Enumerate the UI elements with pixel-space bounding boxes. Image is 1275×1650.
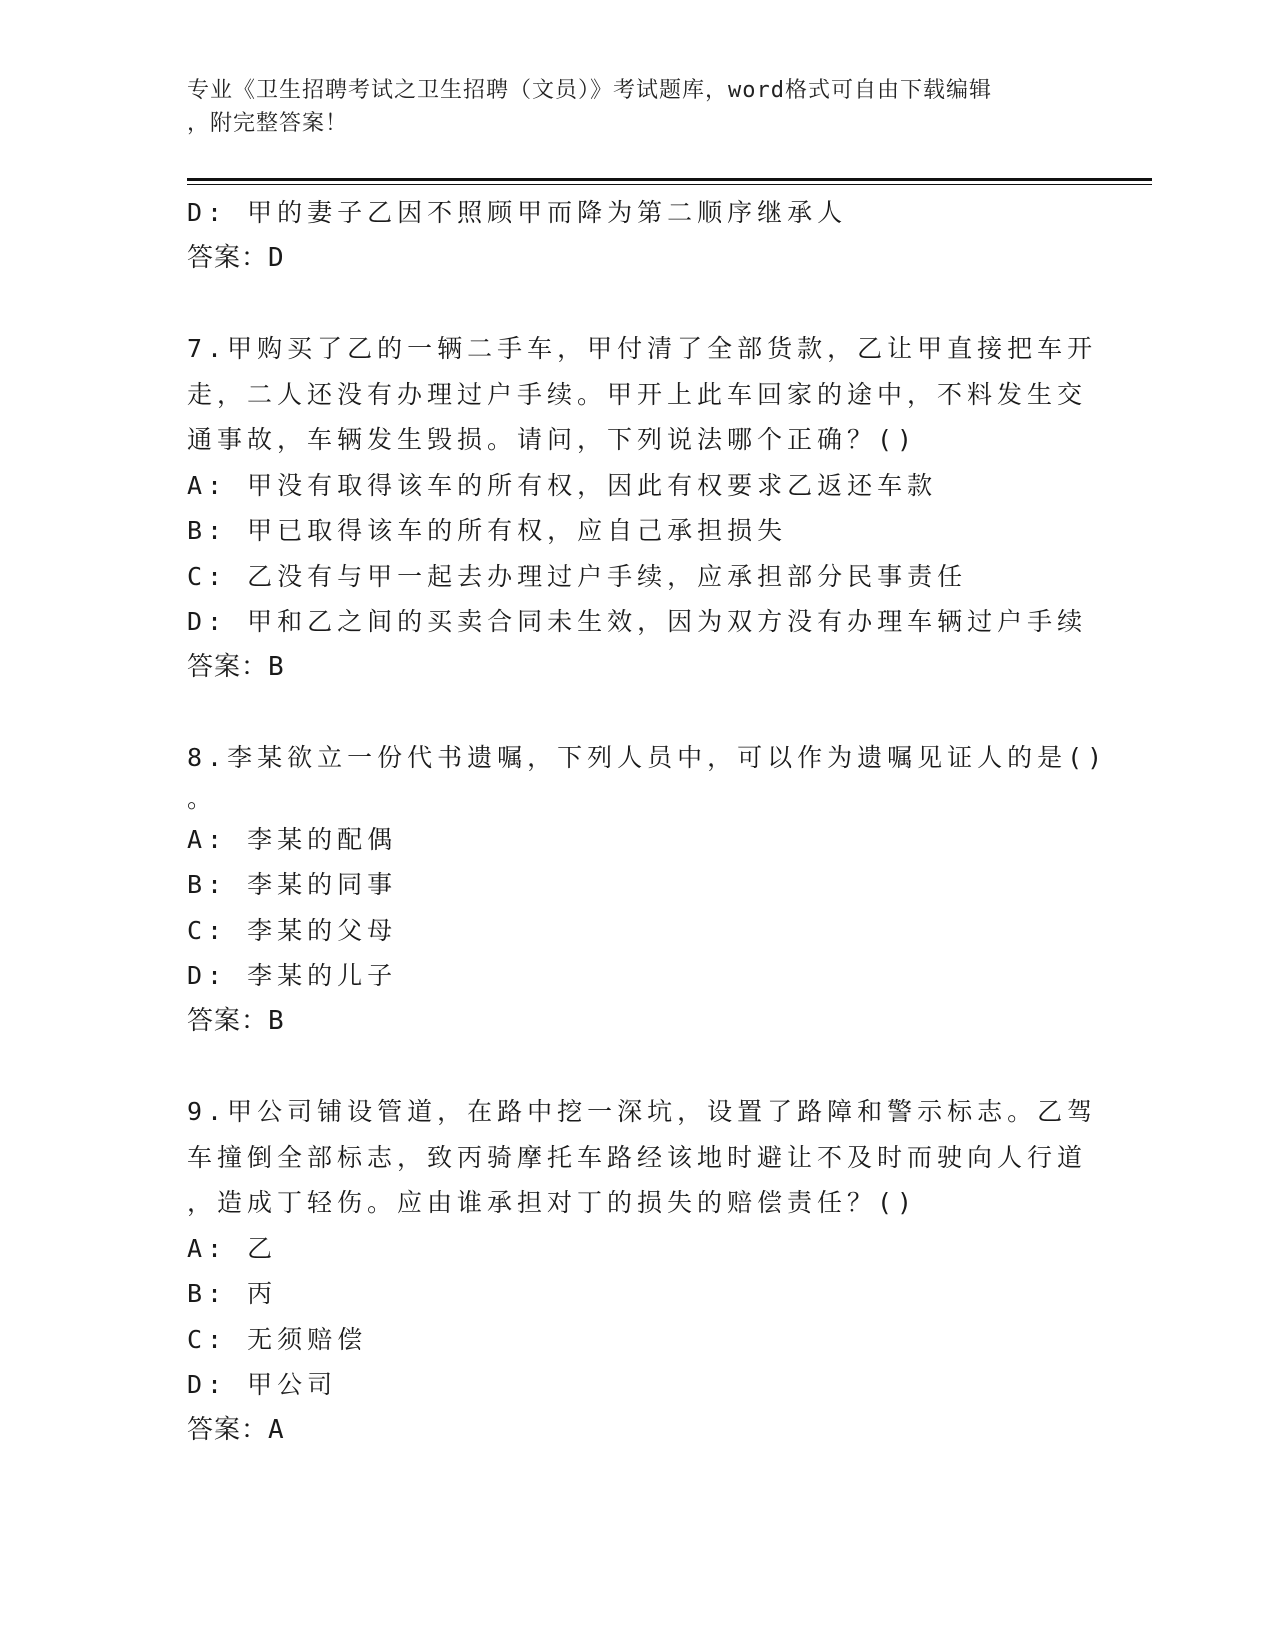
question-text-line: 7.甲购买了乙的一辆二手车，甲付清了全部货款，乙让甲直接把车开 <box>187 334 1098 363</box>
spacer <box>187 281 1067 326</box>
header-rule-thin <box>187 184 1152 185</box>
option-a: A: 李某的配偶 <box>187 824 398 854</box>
option-c: C: 李某的父母 <box>187 915 398 945</box>
option-a: A: 乙 <box>187 1233 278 1263</box>
option-b: B: 李某的同事 <box>187 870 398 899</box>
option-a: A: 甲没有取得该车的所有权，因此有权要求乙返还车款 <box>187 470 938 500</box>
document-header <box>187 74 1067 140</box>
question-7 <box>187 326 1098 690</box>
header-rule-thick <box>187 178 1152 181</box>
option-d: D: 甲的妻子乙因不照顾甲而降为第二顺序继承人 <box>187 198 848 227</box>
option-c: C: 无须赔偿 <box>187 1324 368 1354</box>
answer-line: 答案：B <box>187 651 285 682</box>
question-text-line: 8.李某欲立一份代书遗嘱，下列人员中，可以作为遗嘱见证人的是() <box>187 743 1108 772</box>
header-line-2: ，附完整答案！ <box>187 111 349 136</box>
answer-line: 答案：D <box>187 242 285 273</box>
option-d: D: 甲和乙之间的买卖合同未生效，因为双方没有办理车辆过户手续 <box>187 607 1088 636</box>
question-8 <box>187 735 1108 1044</box>
option-d: D: 李某的儿子 <box>187 961 398 990</box>
question-text-line: 9.甲公司铺设管道，在路中挖一深坑，设置了路障和警示标志。乙驾 <box>187 1097 1098 1126</box>
option-c: C: 乙没有与甲一起去办理过户手续，应承担部分民事责任 <box>187 561 968 591</box>
answer-line: 答案：A <box>187 1414 285 1445</box>
question-text-line: ，造成丁轻伤。应由谁承担对丁的损失的赔偿责任？() <box>187 1188 918 1217</box>
question-text-line: 走，二人还没有办理过户手续。甲开上此车回家的途中，不料发生交 <box>187 379 1088 409</box>
question-text-line: 车撞倒全部标志，致丙骑摩托车路经该地时避让不及时而驶向人行道 <box>187 1142 1088 1172</box>
option-b: B: 丙 <box>187 1279 278 1308</box>
option-d: D: 甲公司 <box>187 1370 338 1399</box>
question-9 <box>187 1089 1098 1453</box>
spacer <box>187 1044 1067 1089</box>
previous-question-tail <box>187 190 1067 281</box>
spacer <box>187 690 1067 735</box>
option-b: B: 甲已取得该车的所有权，应自己承担损失 <box>187 516 788 545</box>
document-body <box>187 190 1108 1453</box>
answer-line: 答案：B <box>187 1005 285 1036</box>
question-text-line: 。 <box>187 783 218 813</box>
question-text-line: 通事故，车辆发生毁损。请问，下列说法哪个正确？() <box>187 425 918 454</box>
header-line-1: 专业《卫生招聘考试之卫生招聘（文员）》考试题库，word格式可自由下载编辑 <box>187 78 992 103</box>
